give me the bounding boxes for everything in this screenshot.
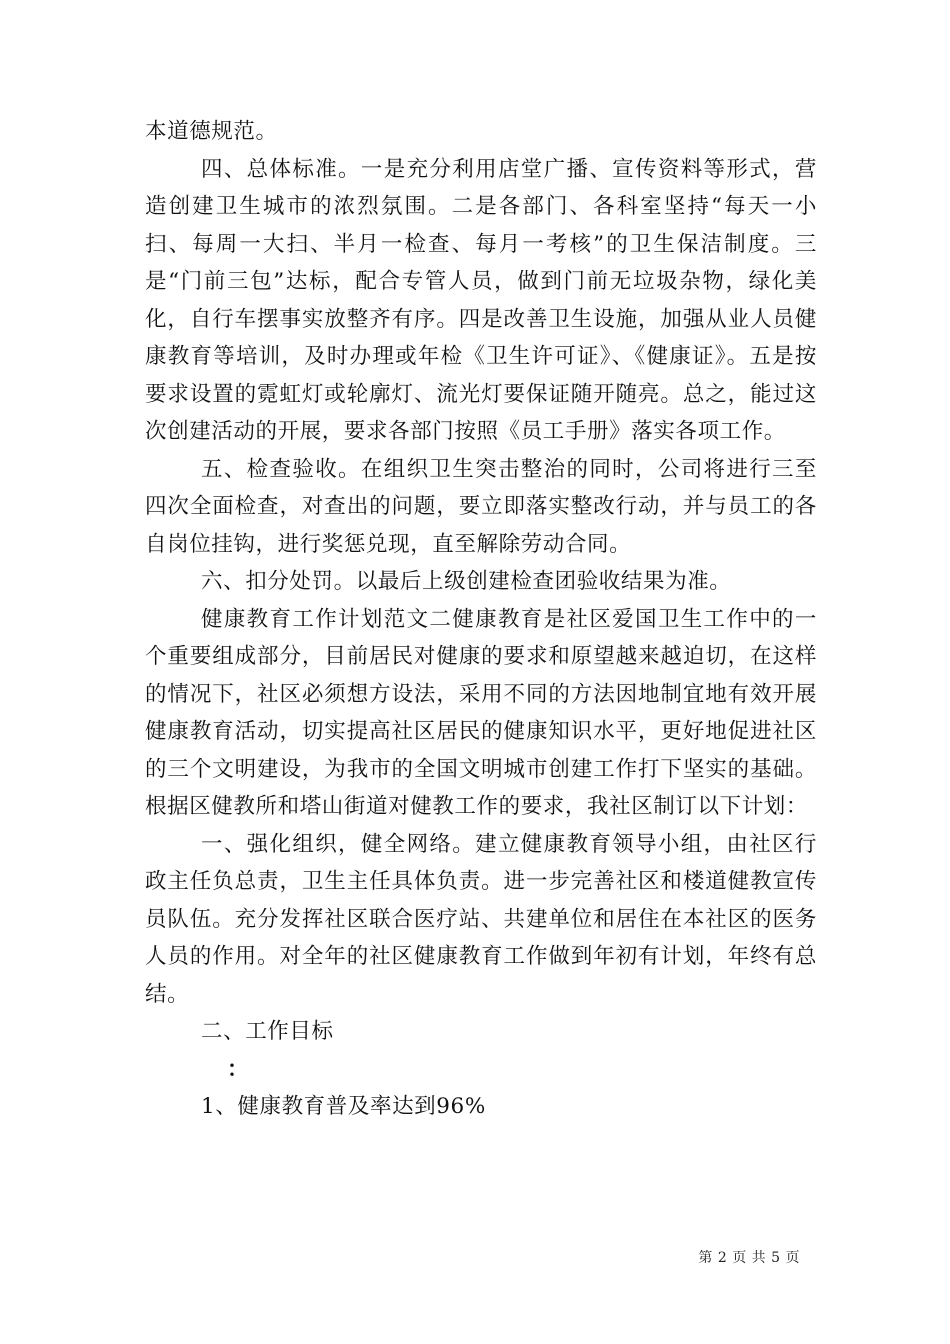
paragraph-3: 五、检查验收。在组织卫生突击整治的同时，公司将进行三至四次全面检查，对查出的问题，要立即落实整改行动，并与员工的各自岗位挂钩，进行奖惩兑现，直至解除劳动合同。	[145, 456, 817, 557]
page-footer: 第 2 页 共 5 页	[698, 1250, 800, 1266]
paragraph-1: 本道德规范。	[145, 119, 278, 144]
paragraph-6: 一、强化组织，健全网络。建立健康教育领导小组，由社区行政主任负总责，卫生主任具体负责。进一步完善社区和楼道健教宣传员队伍。充分发挥社区联合医疗站、共建单位和居住在本社区的医务人员的作用。对全年的社区健康教育工作做到年初有计划，年终有总结。	[145, 831, 817, 1007]
paragraph-9: 1、健康教育普及率达到96%	[201, 1094, 486, 1119]
paragraph-8: ：	[227, 1056, 250, 1082]
paragraph-4: 六、扣分处罚。以最后上级创建检查团验收结果为准。	[201, 569, 732, 594]
paragraph-2: 四、总体标准。一是充分利用店堂广播、宣传资料等形式，营造创建卫生城市的浓烈氛围。二是各部门、各科室坚持“每天一小扫、每周一大扫、半月一检查、每月一考核”的卫生保洁制度。三是“门前三包”达标，配合专管人员，做到门前无垃圾杂物，绿化美化，自行车摆事实放整齐有序。四是改善卫生设施，加强从业人员健康教育等培训，及时办理或年检《卫生许可证》、《健康证》。五是按要求设置的霓虹灯或轮廓灯、流光灯要保证随开随亮。总之，能过这次创建活动的开展，要求各部门按照《员工手册》落实各项工作。	[145, 156, 817, 444]
document-body	[145, 113, 817, 1126]
paragraph-5: 健康教育工作计划范文二健康教育是社区爱国卫生工作中的一个重要组成部分，目前居民对健康的要求和原望越来越迫切，在这样的情况下，社区必须想方设法，采用不同的方法因地制宜地有效开展健康教育活动，切实提高社区居民的健康知识水平，更好地促进社区的三个文明建设，为我市的全国文明城市创建工作打下坚实的基础。根据区健教所和塔山街道对健教工作的要求，我社区制订以下计划：	[145, 606, 817, 819]
paragraph-7: 二、工作目标	[201, 1019, 334, 1044]
